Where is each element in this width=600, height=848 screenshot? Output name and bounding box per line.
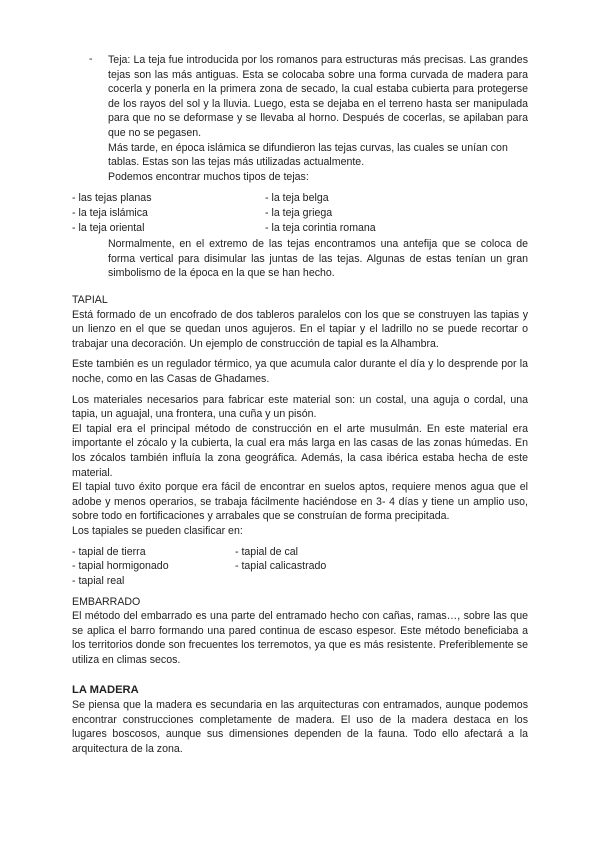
tapial-types-column-2: [235, 545, 326, 574]
embarrado-paragraph: El método del embarrado es una parte del entramado hecho con cañas, ramas…, sobre las que se aplica el barro formando una pared continua de escaso espesor. Este método beneficiaba a los territorios donde son frecuentes los terremotos, ya que es más resistente. Preferiblemente se utiliza en climas secos.: [72, 610, 528, 666]
teja-type: - las tejas planas: [72, 192, 152, 204]
list-item: [72, 206, 532, 221]
teja-type: - la teja islámica: [72, 206, 148, 219]
teja-type: - la teja oriental: [72, 221, 145, 234]
tapial-heading: TAPIAL: [72, 294, 108, 306]
main-content: [72, 293, 528, 756]
tapial-types-column-1: [72, 545, 169, 589]
madera-heading: LA MADERA: [72, 684, 139, 697]
list-item: - tapial de cal: [235, 545, 299, 558]
teja-type: - la teja griega: [265, 206, 333, 219]
list-item: - tapial de tierra: [72, 545, 146, 558]
embarrado-heading: EMBARRADO: [72, 595, 141, 608]
madera-paragraph: Se piensa que la madera es secundaria en las arquitecturas con entramados, aunque podemos encontrar construcciones completamente de madera. El uso de la madera destaca en los lugares boscosos, aunque sus dimensiones dependen de la fauna. Todo ello afectará a la arquitectura de la zona.: [72, 699, 528, 755]
teja-paragraph-2: Más tarde, en época islámica se difundieron las tejas curvas, las cuales se unían con tablas. Estas son las tejas más utilizadas actualmente.: [108, 141, 508, 169]
tapial-paragraph-1: Está formado de un encofrado de dos tableros paralelos con los que se construyen las tapias y un lienzo en el que se quedan unos agujeros. En el tapiar y el ladrillo no se puede recortar o trabajar una decoración. Un ejemplo de construcción de tapial es la Alhambra.: [72, 308, 528, 350]
tapial-paragraph-6: Los tapiales se pueden clasificar en:: [72, 524, 243, 537]
teja-paragraph-1: Teja: La teja fue introducida por los romanos para estructuras más precisas. Las grandes tejas son las más antiguas. Esta se colocaba sobre una forma curvada de madera para cocerla y ponerla en la primera zona de secado, la cual estaba cubierta para protegerse de los rayos del sol y la lluvia. Luego, esta se dejaba en el terreno hasta ser manipulada para que no se deformase y se llevaba al horno. Después de cocerlas, se apilaban para que no se pegasen.: [108, 54, 528, 139]
list-item: - tapial calicastrado: [235, 560, 327, 573]
teja-types-list: [72, 191, 532, 235]
teja-paragraph-4: Normalmente, en el extremo de las tejas encontramos una antefija que se coloca de forma vertical para disimular las juntas de las tejas. Algunas de estas tenían un gran simbolismo de la época en la que se han hecho.: [108, 238, 528, 280]
list-bullet: -: [89, 53, 93, 65]
list-item: - tapial real: [72, 574, 125, 587]
teja-type: - la teja corintia romana: [265, 221, 376, 234]
tapial-paragraph-3: Los materiales necesarios para fabricar este material son: un costal, una aguja o cordal, una tapia, un aguajal, una frontera, una cuña y un pisón.: [72, 393, 528, 421]
list-item: [72, 221, 532, 236]
list-item: [72, 191, 532, 206]
tapial-paragraph-2: Este también es un regulador térmico, ya que acumula calor durante el día y lo desprende por la noche, como en las Casas de Ghadames.: [72, 358, 528, 385]
list-item: - tapial hormigonado: [72, 560, 169, 573]
tapial-paragraph-4: El tapial era el principal método de construcción en el arte musulmán. En este material era importante el zócalo y la cubierta, la cual era más larga en las casas de las zonas húmedas. En los zócalos también influía la zona geográfica. Además, la casa ibérica estaba hecha de este material.: [72, 422, 528, 479]
teja-paragraph-3: Podemos encontrar muchos tipos de tejas:: [108, 170, 309, 183]
tapial-paragraph-5: El tapial tuvo éxito porque era fácil de encontrar en suelos aptos, requiere menos agua que el adobe y menos operarios, se trabaja fácilmente haciéndose en 3- 4 días y tiene un amplio uso, sobre todo en fortificaciones y arrabales que se construían de forma precipitada.: [72, 481, 528, 523]
teja-type: - la teja belga: [265, 192, 329, 204]
tapial-types-list: [72, 545, 528, 589]
teja-section: [108, 53, 528, 184]
